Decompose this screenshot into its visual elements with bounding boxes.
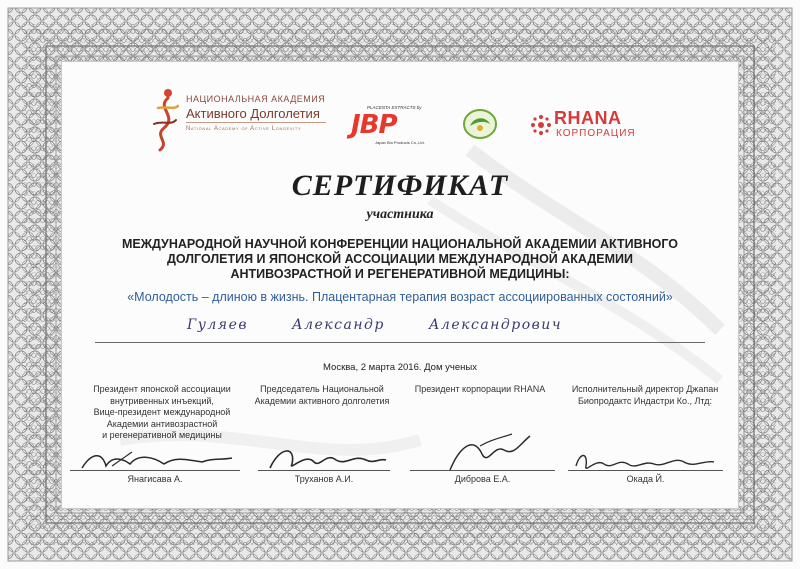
certificate-title: СЕРТИФИКАТ (291, 169, 509, 202)
signatory-title-line: Биопродактс Индастри Ко., Лтд: (577, 395, 713, 406)
naad-name-line1: НАЦИОНАЛЬНАЯ АКАДЕМИЯ (186, 94, 326, 104)
signatory-title-okada (565, 384, 725, 407)
signatory-name-dibrova: Диброва Е.А. (454, 474, 511, 484)
participant-surname: Гуляев (187, 317, 249, 333)
certificate-subtitle: участника (366, 207, 434, 222)
naad-logo (148, 86, 338, 152)
conference-theme: «Молодость – длиною в жизнь. Плацентарная терапия возраст ассоциированных состояний» (127, 290, 673, 304)
naad-name-line3: National Academy of Active Longevity (186, 126, 302, 132)
participant-name-field (95, 317, 705, 343)
signatory-title-line: и регенеративной медицины (102, 430, 222, 440)
conference-heading-line: ДОЛГОЛЕТИЯ И ЯПОНСКОЙ АССОЦИАЦИИ МЕЖДУНАРОДНОЙ АКАДЕМИИ (166, 252, 634, 266)
signatory-title-trukhanov (252, 384, 392, 407)
signatory-title-line: Академии активного долголетия (254, 395, 390, 406)
rhana-star-icon (530, 114, 552, 136)
green-seal-icon (462, 108, 498, 140)
signature-dibrova (430, 426, 550, 474)
place-and-date: Москва, 2 марта 2016. Дом ученых (323, 362, 477, 373)
jbp-wordmark: JBP (351, 110, 397, 140)
signatory-title-line: Вице-президент международной (93, 407, 231, 417)
signatory-name-trukhanov: Труханов А.И. (294, 474, 354, 484)
naad-name-line2: Активного Долголетия (186, 106, 320, 121)
rhana-subtitle: КОРПОРАЦИЯ (556, 128, 636, 139)
participant-patronymic: Александрович (428, 317, 563, 333)
conference-heading (80, 237, 720, 282)
signatory-title-line: Председатель Национальной (260, 384, 384, 394)
signature-line (410, 470, 555, 471)
signatory-title-line: Президент корпорации RHANA (414, 384, 546, 394)
jbp-tagline: PLACENTA EXTRACTS by (367, 105, 422, 110)
signatory-title-line: внутривенных инъекций, (110, 395, 214, 406)
signatory-title-line: Исполнительный директор Джапан (571, 384, 719, 394)
signatory-name-okada: Окада Й. (626, 474, 665, 484)
longevity-figure-icon (148, 86, 182, 152)
conference-heading-line: МЕЖДУНАРОДНОЙ НАУЧНОЙ КОНФЕРЕНЦИИ НАЦИОНАЛЬНОЙ АКАДЕМИИ АКТИВНОГО (121, 237, 679, 251)
signature-line (568, 470, 723, 471)
signature-line (258, 470, 390, 471)
jbp-logo (345, 102, 433, 150)
signature-line (70, 470, 240, 471)
participant-first-name: Александр (291, 317, 385, 333)
conference-heading-line: АНТИВОЗРАСТНОЙ И РЕГЕНЕРАТИВНОЙ МЕДИЦИНЫ: (230, 267, 570, 281)
signatory-name-yanagisawa: Янагисава А. (127, 474, 183, 484)
rhana-logo (530, 108, 650, 148)
signatory-title-line: Президент японской ассоциации (93, 384, 231, 394)
signatory-title-yanagisawa (82, 384, 242, 442)
signature-yanagisawa (72, 446, 242, 476)
naad-divider (186, 122, 326, 123)
rhana-wordmark: RHANA (554, 108, 622, 128)
name-underline (95, 342, 705, 343)
green-seal-logo (462, 108, 498, 140)
signatory-title-dibrova (405, 384, 555, 396)
signatory-title-line: Академии антивозрастной (106, 418, 218, 429)
participant-name (187, 317, 600, 333)
jbp-subline: Japan Bio Products Co.,Ltd. (375, 140, 425, 145)
signature-okada (570, 448, 720, 476)
